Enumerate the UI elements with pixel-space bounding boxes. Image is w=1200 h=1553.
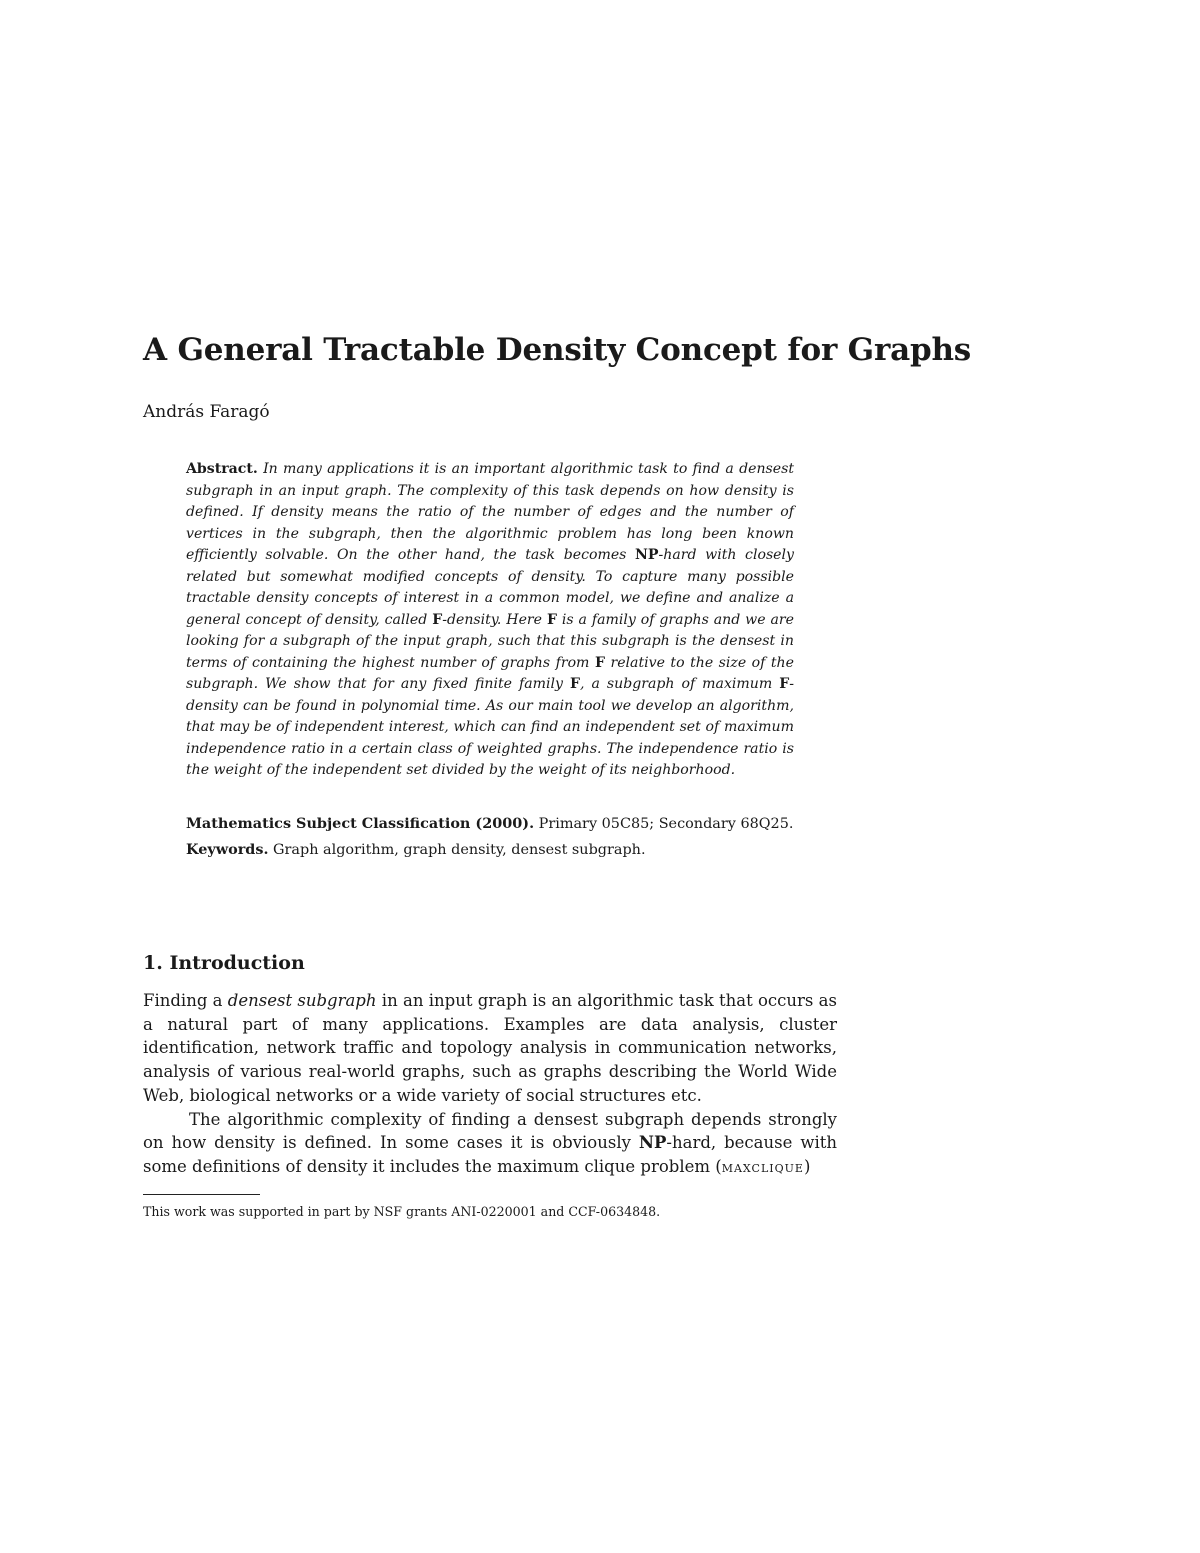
section-heading-introduction: 1. Introduction [143,952,305,974]
keywords-label: Keywords. [186,841,269,858]
paper-title: A General Tractable Density Concept for Graphs [143,332,972,368]
introduction-text [143,989,837,1180]
abstract [186,459,794,782]
msc-label: Mathematics Subject Classification (2000). [186,815,535,832]
intro-paragraph-2: The algorithmic complexity of finding a densest subgraph depends strongly on how density is defined. In some cases it is obviously NP-hard, because with some definitions of density it includes the maximum clique problem (maxclique) [143,1109,837,1176]
footnote: This work was supported in part by NSF grants ANI-0220001 and CCF-0634848. [143,1204,661,1219]
author-name: András Faragó [143,402,270,422]
abstract-body: In many applications it is an important algorithmic task to find a densest subgraph in an input graph. The complexity of this task depends on how density is defined. If density means the ratio of the number of edges and the number of vertices in the subgraph, then the algorithmic problem has long been known efficiently solvable. On the other hand, the task becomes NP-hard with closely related but somewhat modified concepts of density. To capture many possible tractable density concepts of interest in a common model, we define and analize a general concept of density, called F-density. Here F is a family of graphs and we are looking for a subgraph of the input graph, such that this subgraph is the densest in terms of containing the highest number of graphs from F relative to the size of the subgraph. We show that for any fixed finite family F, a subgraph of maximum F-density can be found in polynomial time. As our main tool we develop an algorithm, that may be of independent interest, which can find an independent set of maximum independence ratio in a certain class of weighted graphs. The independence ratio is the weight of the independent set divided by the weight of its neighborhood. [186,461,795,778]
msc-value: Primary 05C85; Secondary 68Q25. [538,816,794,832]
keywords [186,841,826,858]
footnote-rule [143,1194,260,1195]
abstract-label: Abstract. [186,461,258,477]
subject-classification [186,815,826,832]
intro-paragraph-1: Finding a densest subgraph in an input graph is an algorithmic task that occurs as a natural part of many applications. Examples are data analysis, cluster identification, network traffic and topology analysis in communication networks, analysis of various real-world graphs, such as graphs describing the World Wide Web, biological networks or a wide variety of social structures etc. [143,991,837,1105]
keywords-value: Graph algorithm, graph density, densest subgraph. [273,842,646,858]
